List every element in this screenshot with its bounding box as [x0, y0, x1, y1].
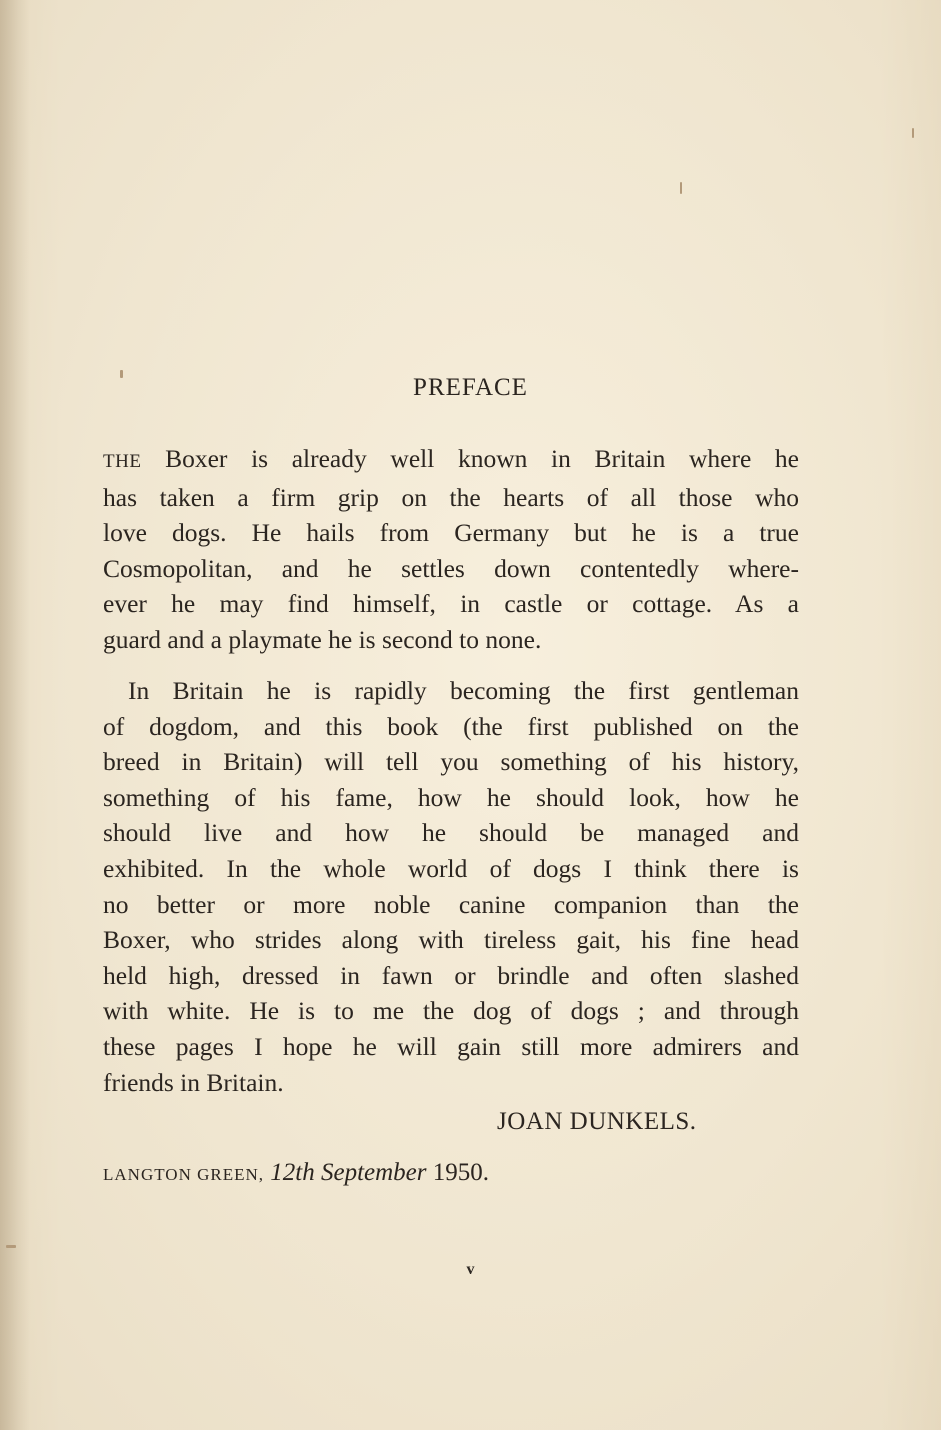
dateline-day: 12th [270, 1159, 315, 1186]
text-line: friends in Britain. [103, 1067, 284, 1097]
spine-shadow [0, 0, 30, 1430]
page-number: v [466, 1261, 475, 1278]
lead-caps: THE [103, 451, 142, 472]
text-line: guard and a playmate he is second to none. [103, 624, 542, 654]
text-line: Boxer, who strides along with tireless gait, his fine head [103, 925, 799, 955]
text-line: something of his fame, how he should look, how he [103, 782, 799, 812]
text-line: has taken a firm grip on the hearts of all those who [103, 482, 799, 512]
dateline-year: 1950. [432, 1159, 489, 1186]
text-line: In Britain he is rapidly becoming the first gentleman [128, 676, 799, 705]
text-line: these pages I hope he will gain still more admirers and [103, 1031, 799, 1061]
author-signature: JOAN DUNKELS. [497, 1108, 697, 1135]
text-line: breed in Britain) will tell you something of his history, [103, 747, 799, 777]
text-line: held high, dressed in fawn or brindle and often slashed [103, 960, 799, 990]
line-text: Boxer is already well known in Britain where he [165, 444, 799, 473]
text-line: of dogdom, and this book (the first published on the [103, 711, 799, 741]
paragraph-2 [103, 673, 799, 1100]
text-line [103, 441, 799, 480]
page-title: PREFACE [413, 374, 528, 401]
paper-speck [6, 1245, 16, 1248]
dateline-place: LANGTON GREEN, [103, 1165, 265, 1184]
text-line: Cosmopolitan, and he settles down contentedly where- [103, 553, 799, 583]
dateline [103, 1159, 489, 1187]
text-line: love dogs. He hails from Germany but he is a true [103, 518, 799, 548]
text-line: should live and how he should be managed and [103, 818, 799, 848]
text-line: no better or more noble canine companion than the [103, 889, 799, 919]
text-line: exhibited. In the whole world of dogs I think there is [103, 853, 799, 883]
text-line: ever he may find himself, in castle or cottage. As a [103, 589, 799, 619]
paper-speck [680, 182, 682, 194]
text-line: with white. He is to me the dog of dogs ; and through [103, 996, 799, 1026]
paper-speck [912, 128, 914, 138]
dateline-month: September [320, 1159, 427, 1186]
paragraph-1 [103, 441, 799, 658]
